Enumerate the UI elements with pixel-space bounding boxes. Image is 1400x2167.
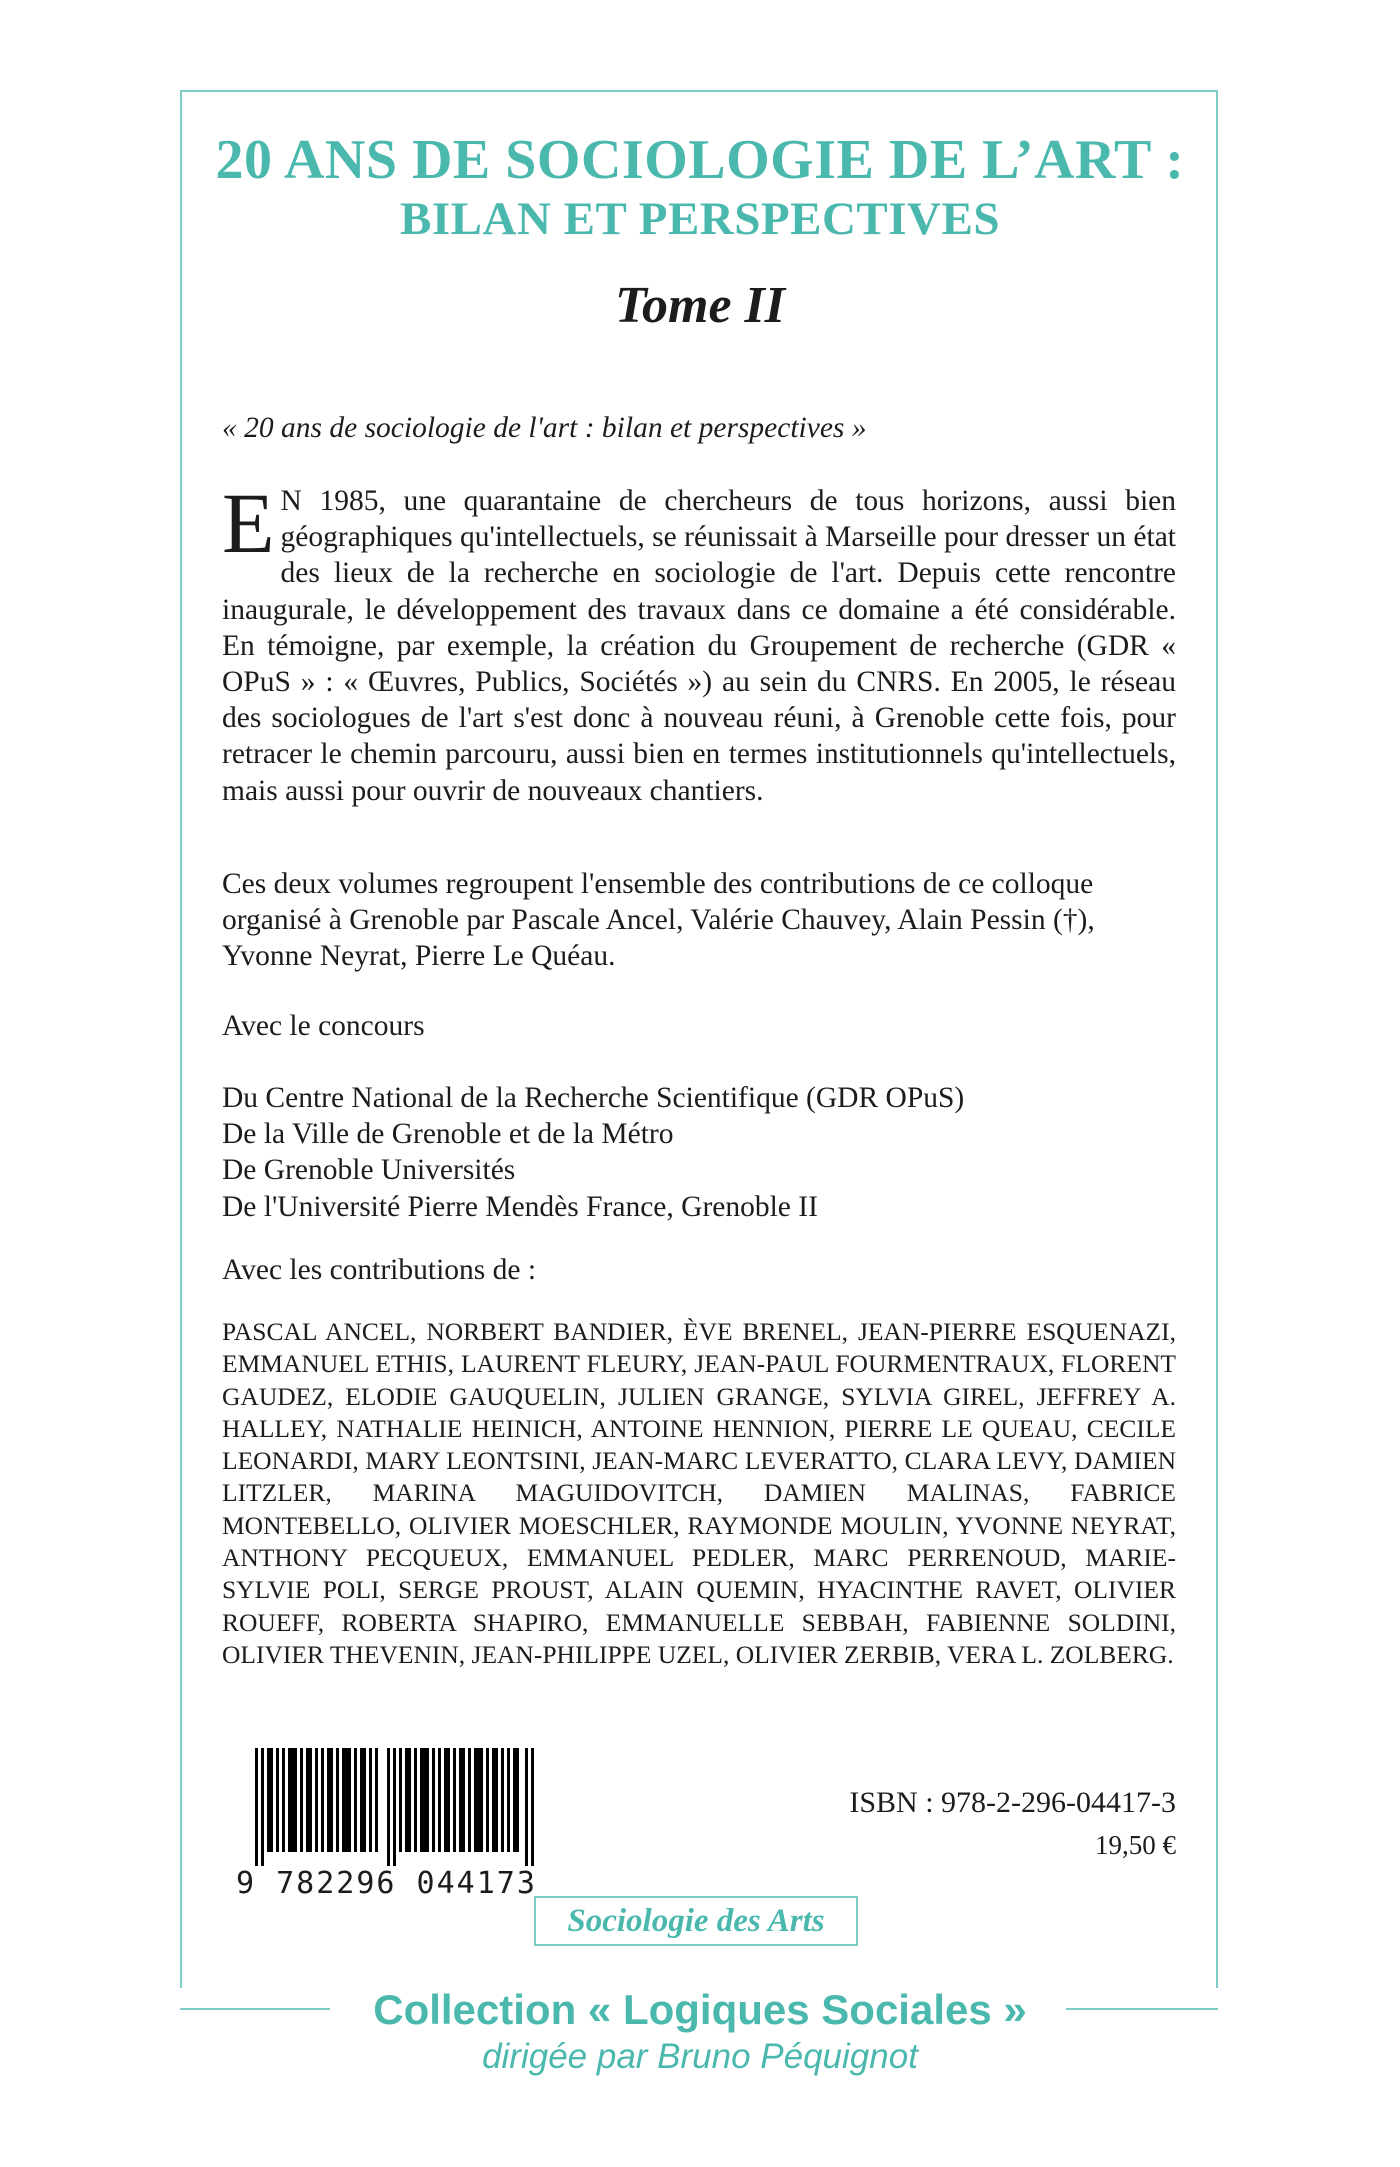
- intro-paragraph: [222, 475, 1176, 809]
- volumes-paragraph: Ces deux volumes regroupent l'ensemble des contributions de ce colloque organisé à Grenoble par Pascale Ancel, Valérie Chauvey, Alain Pessin (†), Yvonne Neyrat, Pierre Le Quéau.: [222, 868, 1095, 973]
- drop-cap: E: [222, 475, 275, 571]
- barcode: [255, 1748, 535, 1866]
- title-line-2: BILAN ET PERSPECTIVES: [400, 193, 1000, 245]
- sponsor-item: De la Ville de Grenoble et de la Métro: [222, 1118, 674, 1151]
- contributions-heading: Avec les contributions de :: [222, 1254, 537, 1286]
- price: 19,50 €: [1095, 1830, 1176, 1860]
- sponsor-item: De Grenoble Universités: [222, 1154, 516, 1187]
- isbn: ISBN : 978-2-296-04417-3: [849, 1786, 1176, 1819]
- collection-name: Collection « Logiques Sociales »: [373, 1986, 1027, 2033]
- sponsor-list: [222, 1080, 1176, 1225]
- sponsor-item: Du Centre National de la Recherche Scientifique (GDR OPuS): [222, 1082, 965, 1114]
- collection-director: dirigée par Bruno Péquignot: [482, 2037, 918, 2076]
- contributors-list: PASCAL ANCEL, NORBERT BANDIER, ÈVE BRENEL, JEAN-PIERRE ESQUENAZI, EMMANUEL ETHIS, LAURENT FLEURY, JEAN-PAUL FOURMENTRAUX, FLORENT GAUDEZ, ELODIE GAUQUELIN, JULIEN GRANGE, SYLVIA GIREL, JEFFREY A. HALLEY, NATHALIE HEINICH, ANTOINE HENNION, PIERRE LE QUEAU, CECILE LEONARDI, MARY LEONTSINI, JEAN-MARC LEVERATTO, CLARA LEVY, DAMIEN LITZLER, MARINA MAGUIDOVITCH, DAMIEN MALINAS, FABRICE MONTEBELLO, OLIVIER MOESCHLER, RAYMONDE MOULIN, YVONNE NEYRAT, ANTHONY PECQUEUX, EMMANUEL PEDLER, MARC PERRENOUD, MARIE-SYLVIE POLI, SERGE PROUST, ALAIN QUEMIN, HYACINTHE RAVET, OLIVIER ROUEFF, ROBERTA SHAPIRO, EMMANUELLE SEBBAH, FABIENNE SOLDINI, OLIVIER THEVENIN, JEAN-PHILIPPE UZEL, OLIVIER ZERBIB, VERA L. ZOLBERG.: [222, 1317, 1176, 1669]
- intro-text: N 1985, une quarantaine de chercheurs de tous horizons, aussi bien géographiques qu'intellectuels, se réunissait à Marseille pour dresser un état des lieux de la recherche en sociologie de l'art. Depuis cette rencontre inaugurale, le développement des travaux dans ce domaine a été considérable. En témoigne, par exemple, la création du Groupement de recherche (GDR « OPuS » : « Œuvres, Publics, Sociétés ») au sein du CNRS. En 2005, le réseau des sociologues de l'art s'est donc à nouveau réuni, à Grenoble cette fois, pour retracer le chemin parcouru, aussi bien en termes institutionnels qu'intellectuels, mais aussi pour ouvrir de nouveaux chantiers.: [222, 485, 1176, 807]
- title-line-1: 20 ANS DE SOCIOLOGIE DE L’ART :: [215, 129, 1185, 191]
- title-quote: « 20 ans de sociologie de l'art : bilan et perspectives »: [222, 412, 867, 444]
- volume-label: Tome II: [615, 277, 785, 334]
- concours-heading: Avec le concours: [222, 1010, 425, 1042]
- series-label: Sociologie des Arts: [534, 1896, 858, 1946]
- barcode-number: 9 782296 044173: [236, 1866, 537, 1901]
- sponsor-item: De l'Université Pierre Mendès France, Grenoble II: [222, 1190, 818, 1223]
- cover-frame: [180, 90, 1218, 2008]
